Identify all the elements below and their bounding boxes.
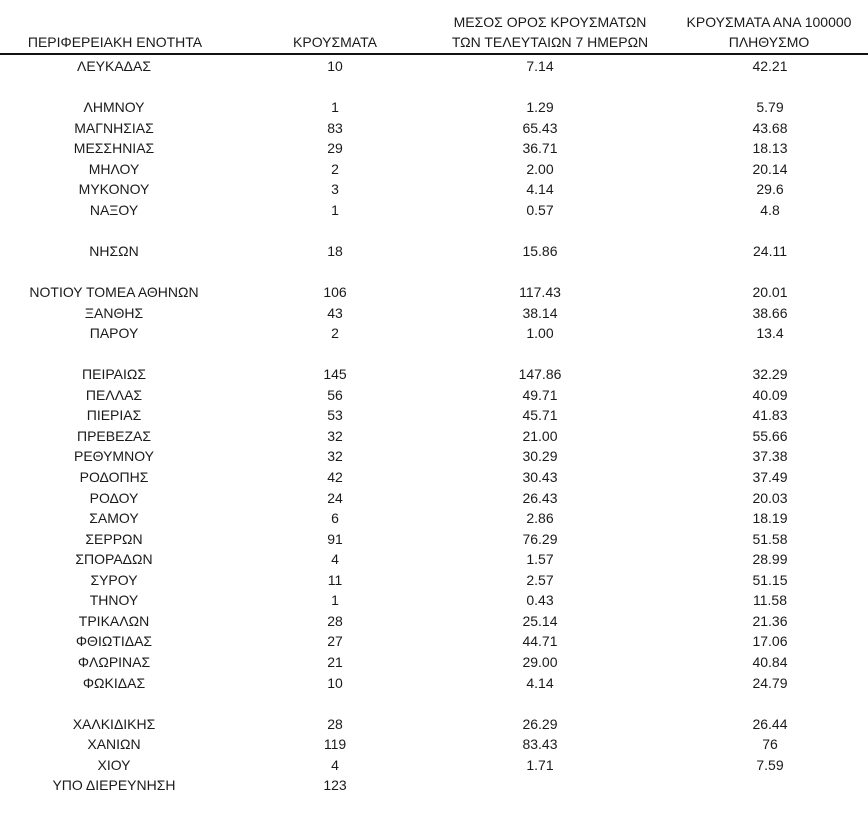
avg7-cell: 2.86 [526,510,554,527]
region-cell: ΛΕΥΚΑΔΑΣ [76,58,152,74]
region-cell: ΣΥΡΟΥ [90,571,138,588]
table-row [0,467,868,487]
region-cell: ΣΠΟΡΑΔΩΝ [75,551,153,568]
avg7-cell: 4.14 [526,674,554,691]
region-cell: ΧΑΝΙΩΝ [87,736,141,753]
per100k-cell: 20.14 [752,160,788,177]
per100k-cell: 11.58 [753,592,787,609]
per100k-cell: 26.44 [752,715,788,732]
cases-cell: 6 [331,510,339,527]
region-cell: ΜΗΛΟΥ [88,160,140,177]
table-row [0,529,868,549]
table-row [0,652,868,672]
per100k-cell: 55.66 [752,427,788,444]
cases-cell: 1 [331,592,339,609]
table-row [0,673,868,693]
table-row [0,323,868,343]
per100k-cell: 51.15 [752,571,788,588]
avg7-cell: 26.43 [522,489,558,506]
cases-cell: 32 [327,448,343,465]
avg7-cell: 30.29 [522,448,558,465]
per100k-cell: 5.79 [756,99,784,116]
cases-cell: 2 [331,160,339,177]
avg7-cell: 45.71 [522,407,558,424]
per100k-cell: 28.99 [752,551,788,568]
cases-cell: 123 [323,777,347,794]
table-row [0,775,868,795]
table-row [0,714,868,734]
avg7-cell: 147.86 [518,366,562,383]
cases-cell: 21 [327,653,343,670]
table-row [0,179,868,199]
region-cell: ΦΛΩΡΙΝΑΣ [77,653,151,670]
cases-cell: 32 [327,427,343,444]
per100k-cell: 7.59 [756,756,784,773]
per100k-cell: 21.36 [752,612,788,629]
per100k-cell: 37.38 [752,448,788,465]
cases-cell: 28 [327,612,343,629]
per100k-cell: 20.01 [752,284,788,301]
per100k-cell: 24.11 [753,242,787,259]
region-cell: ΜΑΓΝΗΣΙΑΣ [74,119,154,136]
region-cell: ΞΑΝΘΗΣ [84,304,144,321]
cases-cell: 10 [327,674,343,691]
table-row [0,426,868,446]
region-cell: ΤΗΝΟΥ [89,592,139,609]
region-cell: ΤΡΙΚΑΛΩΝ [78,612,150,629]
avg7-cell: 1.57 [526,551,554,568]
table-row [0,303,868,323]
per100k-cell: 18.13 [752,140,788,157]
table-row [0,611,868,631]
avg7-cell: 44.71 [522,633,558,650]
avg7-cell: 15.86 [522,242,558,259]
cases-cell: 91 [327,530,343,547]
avg7-cell: 2.57 [526,571,554,588]
per100k-cell: 4.8 [760,201,780,218]
cases-cell: 24 [327,489,343,506]
avg7-cell: 4.14 [526,181,554,198]
table-row [0,549,868,569]
region-cell: ΧΙΟΥ [97,756,131,773]
avg7-cell: 29.00 [522,653,558,670]
table-row [0,446,868,466]
table-row [0,734,868,754]
region-cell: ΡΟΔΟΠΗΣ [79,469,149,485]
avg7-cell: 30.43 [522,469,558,485]
table-row [0,755,868,775]
header-per100k [670,12,868,52]
cases-cell: 83 [327,119,343,136]
region-cell: ΧΑΛΚΙΔΙΚΗΣ [72,715,156,732]
per100k-cell: 18.19 [752,510,788,527]
cases-cell: 43 [327,304,343,321]
region-cell: ΦΩΚΙΔΑΣ [82,674,146,691]
cases-cell: 28 [327,715,343,732]
per100k-cell: 29.6 [756,181,784,198]
table-row [0,508,868,528]
table-row [0,405,868,425]
cases-cell: 42 [327,469,343,485]
avg7-cell: 65.43 [522,119,558,136]
cases-cell: 10 [327,58,343,74]
table-row [0,241,868,261]
cases-cell: 18 [327,242,343,259]
per100k-cell: 43.68 [752,119,788,136]
region-cell: ΥΠΟ ΔΙΕΡΕΥΝΗΣΗ [52,777,176,794]
region-cell: ΠΑΡΟΥ [89,325,139,342]
per100k-cell: 42.21 [752,58,788,74]
avg7-cell: 0.43 [526,592,554,609]
per100k-cell: 51.58 [752,530,788,547]
avg7-cell: 1.29 [526,99,554,116]
cases-cell: 29 [327,140,343,157]
avg7-cell: 83.43 [522,736,558,753]
region-cell: ΜΕΣΣΗΝΙΑΣ [73,140,155,157]
table-row [0,138,868,158]
avg7-cell: 1.00 [526,325,554,342]
cases-cell: 4 [331,756,339,773]
cases-cell: 53 [327,407,343,424]
header-avg7-line1: ΜΕΣΟΣ ΟΡΟΣ ΚΡΟΥΣΜΑΤΩΝ [453,14,647,30]
avg7-cell: 2.00 [526,160,554,177]
region-cell: ΜΥΚΟΝΟΥ [78,181,150,198]
avg7-cell: 49.71 [522,386,558,403]
header-cases: ΚΡΟΥΣΜΑΤΑ [293,34,377,50]
per100k-cell: 38.66 [752,304,788,321]
per100k-cell: 41.83 [752,407,788,424]
cases-cell: 4 [331,551,339,568]
table-row [0,118,868,138]
per100k-cell: 76 [762,736,778,753]
avg7-cell: 21.00 [522,427,558,444]
cases-cell: 106 [323,284,347,301]
region-cell: ΝΑΞΟΥ [89,201,139,218]
table-row [0,385,868,405]
avg7-cell: 0.57 [526,201,554,218]
cases-cell: 3 [331,181,339,198]
region-cell: ΠΙΕΡΙΑΣ [86,407,142,424]
table-row [0,97,868,117]
cases-cell: 1 [331,99,339,116]
cases-cell: 27 [327,633,343,650]
cases-cell: 11 [327,571,343,588]
table-row [0,590,868,610]
region-cell: ΠΕΙΡΑΙΩΣ [82,366,146,383]
avg7-cell: 26.29 [522,715,558,732]
per100k-cell: 13.4 [756,325,784,342]
per100k-cell: 20.03 [752,489,788,506]
table-header [0,0,868,55]
table-row [0,364,868,384]
region-cell: ΣΕΡΡΩΝ [85,530,143,547]
cases-cell: 119 [323,736,347,753]
table-row [0,570,868,590]
avg7-cell: 38.14 [522,304,558,321]
table-row [0,159,868,179]
avg7-cell: 36.71 [522,140,558,157]
header-region: ΠΕΡΙΦΕΡΕΙΑΚΗ ΕΝΟΤΗΤΑ [27,34,203,50]
region-cell: ΛΗΜΝΟΥ [83,99,145,116]
table-row [0,488,868,508]
region-cell: ΝΗΣΩΝ [89,242,139,259]
avg7-cell: 1.71 [526,756,554,773]
cases-cell: 1 [331,201,339,218]
table-row [0,282,868,302]
region-cell: ΡΕΘΥΜΝΟΥ [73,448,154,465]
table-row [0,631,868,651]
cases-cell: 145 [323,366,347,383]
header-per100k-line2: ΠΛΗΘΥΣΜΟ [728,34,810,50]
region-cell: ΦΘΙΩΤΙΔΑΣ [75,633,153,650]
header-per100k-line1: ΚΡΟΥΣΜΑΤΑ ΑΝΑ 100000 [686,14,852,30]
region-cell: ΝΟΤΙΟΥ ΤΟΜΕΑ ΑΘΗΝΩΝ [29,284,199,301]
cases-cell: 56 [327,386,343,403]
region-cell: ΣΑΜΟΥ [89,510,139,527]
avg7-cell: 76.29 [522,530,558,547]
per100k-cell: 37.49 [752,469,788,485]
per100k-cell: 40.09 [752,386,788,403]
header-avg7 [440,12,660,52]
cases-cell: 2 [331,325,339,342]
avg7-cell: 117.43 [519,284,561,301]
per100k-cell: 32.29 [752,366,788,383]
table-row [0,200,868,220]
region-cell: ΡΟΔΟΥ [89,489,139,506]
header-avg7-line2: ΤΩΝ ΤΕΛΕΥΤΑΙΩΝ 7 ΗΜΕΡΩΝ [451,34,649,50]
per100k-cell: 40.84 [752,653,788,670]
per100k-cell: 24.79 [752,674,788,691]
region-cell: ΠΕΛΛΑΣ [85,386,143,403]
avg7-cell: 25.14 [522,612,558,629]
avg7-cell: 7.14 [526,58,554,74]
per100k-cell: 17.06 [752,633,788,650]
table-row [0,56,868,76]
region-cell: ΠΡΕΒΕΖΑΣ [76,427,151,444]
